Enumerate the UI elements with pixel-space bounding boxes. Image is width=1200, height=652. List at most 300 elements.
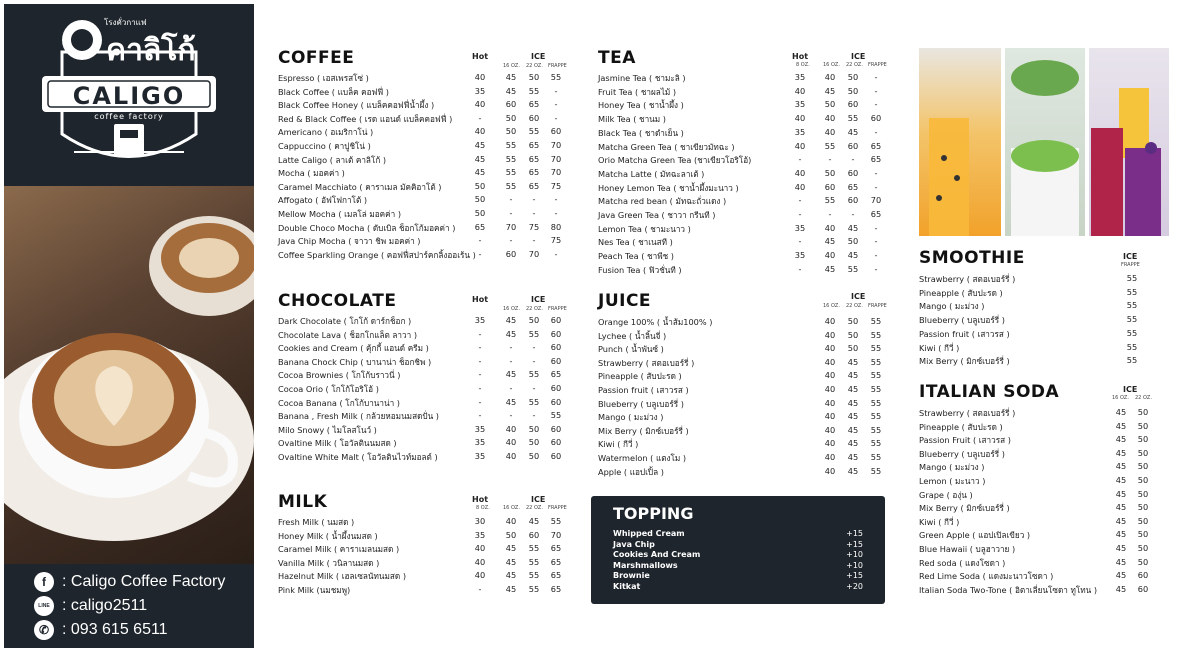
item-price: 50 — [1137, 475, 1149, 485]
item-price: 50 — [528, 437, 540, 448]
item-price: 50 — [528, 72, 540, 82]
item-price: 65 — [550, 369, 562, 380]
item-price: 75 — [528, 221, 540, 232]
item-price: - — [828, 154, 832, 165]
item-name: Hazelnut Milk ( เฮลเซลนัทนมสด ) — [278, 571, 407, 582]
item-price: 50 — [1137, 420, 1149, 431]
item-name: Green Apple ( แอปเปิลเขียว ) — [919, 530, 1031, 541]
item-price: 50 — [847, 316, 859, 326]
item-price: 55 — [824, 140, 836, 151]
item-price: - — [874, 181, 878, 192]
item-price: 65 — [528, 140, 540, 150]
oz8-label: 8 OZ. — [476, 505, 490, 511]
item-price: 55 — [550, 72, 562, 82]
item-price: 35 — [474, 529, 486, 540]
ice-label: ICE — [851, 292, 866, 301]
chocolate-title: CHOCOLATE — [278, 291, 397, 311]
item-name: Cookies and Cream ( คุ้กกี้ แอนด์ ครีม ) — [278, 343, 429, 354]
item-price: 45 — [824, 85, 836, 96]
smoothie-title: SMOOTHIE — [919, 248, 1025, 268]
frappe-label: FRAPPE — [1121, 262, 1140, 268]
item-price: 45 — [1115, 502, 1127, 513]
oz16-label: 16 OZ. — [823, 303, 840, 309]
oz22-label: 22 OZ. — [1135, 395, 1152, 401]
item-price: 45 — [1115, 543, 1127, 553]
item-price: 40 — [474, 99, 486, 110]
item-price: - — [478, 342, 482, 353]
item-name: Java Chip Mocha ( จาวา ชิพ มอคค่า ) — [278, 236, 421, 247]
item-price: 45 — [1115, 583, 1127, 594]
item-price: - — [874, 126, 878, 137]
item-name: Latte Caligo ( ลาเต้ คาลิโก้ ) — [278, 154, 387, 165]
item-price: 70 — [870, 195, 882, 206]
topping-row — [613, 561, 863, 572]
item-price: 45 — [847, 397, 859, 408]
item-price: 60 — [550, 342, 562, 353]
item-name: Mango ( มะม่วง ) — [919, 462, 985, 473]
item-name: Apple ( แอปเปิ้ล ) — [598, 466, 664, 477]
item-name: Kiwi ( กีวี่ ) — [919, 516, 960, 527]
item-name: Banana , Fresh Milk ( กล้วยหอมนมสดปั่น ) — [278, 411, 439, 422]
item-price: - — [554, 194, 558, 205]
item-price: 65 — [550, 543, 562, 554]
item-price: 40 — [824, 424, 836, 435]
item-price: 45 — [847, 370, 859, 381]
item-price: 50 — [528, 451, 540, 461]
item-price: - — [851, 154, 855, 165]
item-price: - — [478, 328, 482, 339]
item-price: 55 — [528, 85, 540, 96]
item-price: 55 — [870, 438, 882, 449]
item-price: - — [509, 342, 513, 353]
item-name: Fusion Tea ( ฟิวชั่นที ) — [598, 264, 682, 275]
item-price: 40 — [505, 423, 517, 434]
topping-name: Brownie — [613, 571, 650, 581]
item-price: 45 — [505, 85, 517, 96]
item-price: - — [554, 85, 558, 96]
item-name: Mocha ( มอคค่า ) — [278, 168, 345, 179]
item-price: - — [478, 410, 482, 421]
item-price: 50 — [824, 99, 836, 110]
item-price: 55 — [870, 424, 882, 435]
item-price: 40 — [824, 384, 836, 394]
item-price: 40 — [824, 438, 836, 449]
facebook-row[interactable] — [34, 572, 225, 592]
item-price: 40 — [824, 316, 836, 326]
item-name: Coffee Sparkling Orange ( คอฟฟี่สปาร์คกลิ้งออเร้น ) — [278, 249, 476, 260]
item-price: 60 — [1137, 583, 1149, 594]
item-price: 80 — [550, 221, 562, 232]
item-price: 50 — [474, 208, 486, 218]
item-price: 35 — [794, 99, 806, 110]
item-price: - — [509, 235, 513, 246]
item-price: 40 — [505, 516, 517, 526]
line-icon: LINE — [34, 596, 54, 616]
item-name: Kiwi ( กีวี่ ) — [598, 439, 639, 450]
item-price: - — [851, 209, 855, 219]
item-name: Cocoa Orio ( โกโก้โอริโอ้ ) — [278, 384, 379, 394]
item-price: - — [532, 235, 536, 246]
item-price: - — [532, 208, 536, 218]
item-price: 50 — [847, 343, 859, 354]
item-price: 45 — [1115, 556, 1127, 567]
item-price: 65 — [550, 570, 562, 581]
item-price: - — [532, 410, 536, 421]
phone-row[interactable] — [34, 620, 168, 640]
item-name: Mix Berry ( มิกซ์เบอร์รี่ ) — [919, 356, 1010, 367]
item-name: Chocolate Lava ( ช็อกโกแล็ต ลาวา ) — [278, 329, 418, 340]
item-price: 55 — [870, 356, 882, 367]
item-price: 55 — [1126, 273, 1138, 283]
item-price: 45 — [847, 384, 859, 394]
item-price: 45 — [1115, 407, 1127, 417]
item-price: - — [874, 85, 878, 96]
item-price: 55 — [1126, 355, 1138, 366]
item-price: 40 — [824, 343, 836, 354]
item-name: Pineapple ( สับปะรด ) — [919, 287, 1003, 298]
topping-price: +10 — [846, 560, 863, 570]
item-price: 65 — [847, 181, 859, 192]
item-price: 75 — [550, 235, 562, 246]
item-price: 60 — [847, 140, 859, 151]
topping-name: Marshmallows — [613, 560, 678, 570]
item-name: Blueberry ( บลูเบอร์รี่ ) — [919, 315, 1005, 326]
topping-price: +15 — [846, 539, 863, 549]
italian-soda-title: ITALIAN SODA — [919, 382, 1060, 402]
item-name: Passion fruit ( เสาวรส ) — [598, 385, 689, 395]
item-name: Matcha red bean ( มัทฉะถั่วแดง ) — [598, 196, 727, 207]
chocolate-section — [278, 291, 396, 311]
item-price: 50 — [1137, 407, 1149, 417]
item-name: Espresso ( เอสเพรสโซ่ ) — [278, 73, 369, 83]
topping-price: +20 — [846, 582, 863, 591]
item-price: 40 — [824, 329, 836, 340]
item-price: 65 — [474, 221, 486, 232]
item-price: 40 — [824, 113, 836, 124]
item-price: 55 — [528, 126, 540, 137]
item-price: - — [798, 236, 802, 247]
item-price: 55 — [505, 180, 517, 191]
item-price: 50 — [1137, 543, 1149, 553]
item-price: 45 — [1115, 488, 1127, 499]
item-price: 45 — [847, 126, 859, 137]
item-name: Black Tea ( ชาดำเย็น ) — [598, 127, 684, 138]
juice-section — [598, 291, 651, 311]
item-name: Nes Tea ( ชาเนสที ) — [598, 237, 673, 248]
item-price: 50 — [847, 236, 859, 247]
topping-title: TOPPING — [613, 504, 694, 523]
item-price: 75 — [550, 180, 562, 191]
item-price: 55 — [1126, 300, 1138, 311]
item-price: 40 — [474, 556, 486, 567]
item-price: 60 — [505, 248, 517, 259]
brand-thai-top: โรงคั่วกาแฟ — [104, 18, 147, 27]
item-price: 50 — [505, 529, 517, 540]
item-price: 45 — [847, 465, 859, 476]
item-price: 45 — [1115, 420, 1127, 431]
item-name: Black Coffee ( แบล็ค คอฟฟี่ ) — [278, 86, 389, 97]
topping-name: Java Chip — [613, 539, 655, 549]
item-price: 40 — [824, 126, 836, 137]
item-name: Blue Hawaii ( บลูฮาวาย ) — [919, 544, 1016, 554]
oz22-label: 22 OZ. — [526, 306, 543, 312]
item-price: 45 — [505, 369, 517, 380]
item-name: Milo Snowy ( ไมโลสโนว์ ) — [278, 424, 377, 435]
item-name: Matcha Latte ( มัทฉะลาเต้ ) — [598, 168, 705, 179]
item-name: Americano ( อเมริกาโน่ ) — [278, 127, 374, 138]
item-price: 45 — [847, 452, 859, 462]
milk-title: MILK — [278, 492, 328, 512]
item-name: Grape ( องุ่น ) — [919, 489, 973, 500]
item-name: Jasmine Tea ( ชามะลิ ) — [598, 73, 686, 83]
item-price: 35 — [474, 451, 486, 461]
item-name: Caramel Milk ( คาราเมลนมสด ) — [278, 544, 400, 555]
item-price: 60 — [847, 99, 859, 110]
item-name: Fresh Milk ( นมสด ) — [278, 517, 355, 527]
item-price: 60 — [550, 396, 562, 407]
item-price: 60 — [1137, 570, 1149, 581]
item-price: - — [554, 112, 558, 123]
ice-label: ICE — [531, 495, 546, 504]
item-name: Cappuccino ( คาปูชิโน่ ) — [278, 141, 371, 151]
item-price: 50 — [528, 315, 540, 325]
item-price: 50 — [474, 180, 486, 191]
ice-label: ICE — [531, 52, 546, 61]
item-price: 45 — [847, 250, 859, 261]
topping-price: +10 — [846, 550, 863, 560]
item-price: 35 — [794, 126, 806, 137]
item-price: 40 — [794, 85, 806, 96]
passion-soda-photo — [919, 48, 1001, 236]
item-price: 45 — [847, 411, 859, 422]
item-name: Vanilla Milk ( วนิลานมสด ) — [278, 557, 380, 568]
item-price: 40 — [794, 140, 806, 151]
item-price: - — [798, 154, 802, 165]
drink-photos — [919, 48, 1169, 236]
item-price: 55 — [1126, 314, 1138, 325]
item-price: 55 — [1126, 327, 1138, 338]
item-price: 65 — [550, 556, 562, 567]
italian-soda-section — [919, 382, 1059, 402]
facebook-text: : Caligo Coffee Factory — [62, 573, 226, 590]
item-name: Banana Chock Chip ( บานาน่า ช็อกชิพ ) — [278, 356, 432, 367]
item-price: 40 — [474, 126, 486, 137]
item-name: Mix Berry ( มิกซ์เบอร์รี่ ) — [919, 503, 1010, 514]
item-price: 35 — [794, 222, 806, 233]
item-price: 50 — [1137, 461, 1149, 472]
oz22-label: 22 OZ. — [526, 505, 543, 511]
item-price: - — [478, 383, 482, 393]
item-price: 60 — [505, 99, 517, 110]
item-name: Red soda ( แดงโซดา ) — [919, 557, 1006, 568]
oz8-label: 8 OZ. — [796, 62, 810, 68]
coffee-title: COFFEE — [278, 48, 355, 68]
item-name: Watermelon ( แตงโม ) — [598, 453, 687, 463]
item-price: 55 — [505, 140, 517, 150]
item-price: 55 — [505, 153, 517, 164]
topping-row — [613, 529, 863, 540]
frappe-label: FRAPPE — [548, 306, 567, 312]
item-price: 50 — [1137, 447, 1149, 458]
item-price: 45 — [1115, 475, 1127, 485]
ice-label: ICE — [851, 52, 866, 61]
topping-price: +15 — [846, 571, 863, 581]
item-price: 50 — [847, 85, 859, 96]
item-price: 40 — [794, 181, 806, 192]
item-name: Cocoa Banana ( โกโก้บานาน่า ) — [278, 397, 400, 408]
item-price: 45 — [505, 72, 517, 82]
item-price: 45 — [1115, 461, 1127, 472]
topping-row — [613, 571, 863, 582]
item-name: Caramel Macchiato ( คาราเมล มัคคิอาโต้ ) — [278, 181, 442, 192]
item-price: 55 — [870, 384, 882, 394]
oz22-label: 22 OZ. — [846, 303, 863, 309]
item-name: Lemon ( มะนาว ) — [919, 476, 986, 486]
item-price: 55 — [528, 396, 540, 407]
item-price: 60 — [528, 529, 540, 540]
tea-section — [598, 48, 636, 68]
item-price: 45 — [847, 424, 859, 435]
item-price: - — [509, 208, 513, 218]
item-name: Mango ( มะม่วง ) — [919, 301, 985, 312]
item-price: - — [532, 342, 536, 353]
coffee-section — [278, 48, 354, 68]
item-price: 55 — [1126, 286, 1138, 297]
item-name: Milk Tea ( ชานม ) — [598, 114, 666, 125]
ice-label: ICE — [1123, 252, 1138, 261]
item-price: - — [554, 248, 558, 259]
item-name: Black Coffee Honey ( แบล็คคอฟฟี่น้ำผึ้ง ) — [278, 100, 435, 111]
line-text: : caligo2511 — [62, 597, 148, 614]
frappe-label: FRAPPE — [868, 303, 887, 309]
item-price: 55 — [870, 452, 882, 462]
item-name: Red & Black Coffee ( เรด แอนด์ แบล็คคอฟฟี่ ) — [278, 113, 453, 124]
oz16-label: 16 OZ. — [503, 63, 520, 69]
item-name: Matcha Green Tea ( ชาเขียวมัทฉะ ) — [598, 141, 735, 152]
item-name: Passion fruit ( เสาวรส ) — [919, 328, 1010, 339]
topping-row — [613, 550, 863, 561]
oz16-label: 16 OZ. — [1112, 395, 1129, 401]
topping-price: +15 — [846, 529, 863, 538]
item-price: - — [478, 355, 482, 366]
item-name: Blueberry ( บลูเบอร์รี่ ) — [919, 448, 1005, 459]
item-price: 45 — [1115, 529, 1127, 540]
item-price: 70 — [505, 221, 517, 232]
item-price: 45 — [1115, 570, 1127, 581]
item-price: 45 — [505, 328, 517, 339]
caligo-logo — [4, 4, 254, 186]
item-price: - — [509, 194, 513, 205]
item-price: 30 — [474, 516, 486, 526]
tea-title: TEA — [598, 48, 636, 68]
item-price: 50 — [1137, 515, 1149, 526]
item-price: 40 — [824, 452, 836, 462]
item-price: 50 — [824, 167, 836, 178]
item-price: 60 — [550, 437, 562, 448]
item-price: 45 — [505, 396, 517, 407]
item-name: Mellow Mocha ( เมลโล่ มอคค่า ) — [278, 209, 402, 219]
item-price: 45 — [505, 570, 517, 581]
line-row[interactable] — [34, 596, 147, 616]
item-price: 35 — [474, 423, 486, 434]
item-price: 40 — [474, 72, 486, 82]
item-price: 40 — [474, 570, 486, 581]
item-price: 55 — [870, 411, 882, 422]
item-price: 55 — [528, 570, 540, 581]
latte-art-photo — [4, 186, 254, 564]
item-name: Lemon Tea ( ชามะนาว ) — [598, 223, 691, 234]
item-name: Passion Fruit ( เสาวรส ) — [919, 435, 1011, 446]
item-price: 70 — [550, 153, 562, 164]
oz16-label: 16 OZ. — [503, 505, 520, 511]
item-price: 50 — [1137, 502, 1149, 513]
frappe-label: FRAPPE — [548, 63, 567, 69]
item-price: 45 — [505, 556, 517, 567]
item-price: 45 — [1115, 515, 1127, 526]
item-name: Red Lime Soda ( แดงมะนาวโซดา ) — [919, 571, 1054, 582]
topping-name: Whipped Cream — [613, 529, 685, 538]
item-price: - — [478, 235, 482, 246]
item-price: - — [478, 112, 482, 123]
item-price: - — [874, 222, 878, 233]
item-price: 45 — [847, 222, 859, 233]
item-name: Double Choco Mocha ( ดับเบิล ช็อกโก้มอคค่า ) — [278, 222, 456, 233]
item-name: Mango ( มะม่วง ) — [598, 412, 664, 423]
matcha-photo — [1005, 48, 1085, 236]
item-price: 40 — [824, 411, 836, 422]
item-price: - — [478, 396, 482, 407]
item-price: 60 — [550, 383, 562, 393]
item-name: Java Green Tea ( ชาวา กรีนที ) — [598, 210, 716, 220]
topping-name: Kitkat — [613, 582, 641, 591]
item-price: - — [554, 208, 558, 218]
item-price: - — [509, 410, 513, 421]
item-price: - — [478, 248, 482, 259]
item-price: 55 — [847, 113, 859, 124]
item-price: 50 — [474, 194, 486, 205]
item-price: 55 — [870, 397, 882, 408]
item-price: 35 — [474, 315, 486, 325]
juice-title: JUICE — [598, 291, 652, 311]
item-price: 50 — [1137, 488, 1149, 499]
item-price: 45 — [474, 153, 486, 164]
item-name: Ovaltine Milk ( โอวัลตินนมสด ) — [278, 438, 397, 449]
item-name: Ovaltine White Malt ( โอวัลตินไวท์มอลต์ ) — [278, 452, 438, 462]
item-name: Honey Milk ( น้ำผึ้งนมสด ) — [278, 530, 378, 541]
item-price: 40 — [505, 451, 517, 461]
item-price: - — [532, 383, 536, 393]
item-price: 70 — [550, 529, 562, 540]
item-price: 40 — [794, 167, 806, 178]
item-price: 55 — [847, 263, 859, 274]
item-price: - — [798, 263, 802, 274]
item-name: Italian Soda Two-Tone ( อิตาเลี่ยนโซดา ทูโทน ) — [919, 584, 1098, 595]
item-price: 40 — [824, 397, 836, 408]
item-price: - — [798, 209, 802, 219]
item-price: 35 — [794, 250, 806, 261]
item-price: 50 — [528, 423, 540, 434]
item-price: 60 — [550, 315, 562, 325]
item-price: - — [874, 263, 878, 274]
item-price: 70 — [550, 140, 562, 150]
facebook-icon: f — [34, 572, 54, 592]
brand-panel — [4, 4, 254, 648]
item-name: Strawberry ( สตอเบอร์รี่ ) — [598, 357, 695, 368]
item-price: 50 — [505, 112, 517, 123]
item-price: 45 — [505, 584, 517, 594]
ice-label: ICE — [531, 295, 546, 304]
frappe-label: FRAPPE — [548, 505, 567, 511]
